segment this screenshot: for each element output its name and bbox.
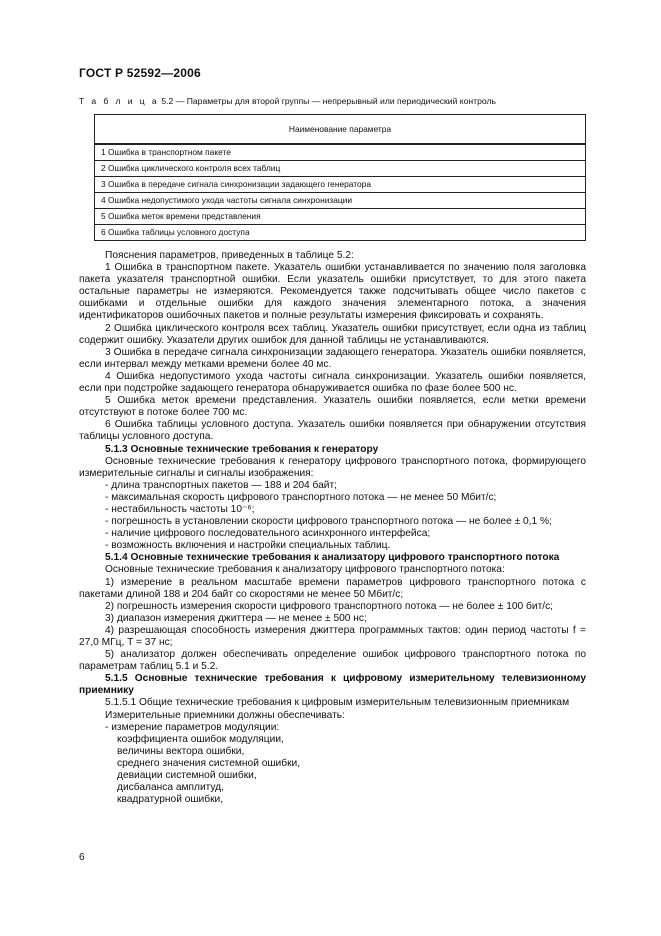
list-item: 4) разрешающая способность измерения джиттера программных тактов: один период частоты f = 27,0 МГц, T = 37 нс;: [79, 624, 586, 648]
paragraph-4: 4 Ошибка недопустимого ухода частоты сигнала синхронизации. Указатель ошибки появляется, если при подстройке задающего генератора обнаруживается ошибка по фазе более 500 нс.: [79, 370, 586, 395]
paragraph-1: пакета указателя транспортной ошибки. Если указатель ошибки присутствует, то для этого пакета остальные параметры не измеряются. Рекомендуется также подсчитывать общее число пакетов с ошибками и отдельные ошибки для каждого значения элементарного потока, а значения идентификаторов ошибочных пакетов и полные результаты измерения фиксировать и сохранять.: [79, 274, 586, 322]
sub-list-item: квадратурной ошибки,: [117, 794, 224, 806]
paragraph-6: 6 Ошибка таблицы условного доступа. Указатель ошибки появляется при обнаружении отсутствия таблицы условного доступа.: [79, 419, 586, 443]
table-row: 2 Ошибка циклического контроля всех таблиц: [95, 161, 586, 177]
list-item: 1) измерение в реальном масштабе времени параметров цифрового транспортного потока с пакетами длиной 188 и 204 байт со скоростями не менее 50 Мбит/с;: [79, 576, 586, 600]
sub-list-item: величины вектора ошибки,: [117, 745, 245, 757]
section-5-1-5-1: 5.1.5.1 Общие технические требования к цифровым измерительным телевизионным приемникам: [105, 697, 570, 709]
parameters-table: [94, 114, 586, 241]
list-item: - погрешность в установлении скорости цифрового транспортного потока — не более ± 0,1 %;: [105, 516, 552, 528]
section-5-1-5-heading: 5.1.5 Основные технические требования к цифровому измерительному телевизионному приемнику: [79, 673, 586, 697]
list-item: - максимальная скорость цифрового транспортного потока — не менее 50 Мбит/с;: [105, 491, 497, 503]
sub-list-item: девиации системной ошибки,: [117, 770, 257, 782]
table-row: 4 Ошибка недопустимого ухода частоты сигнала синхронизации: [95, 193, 586, 209]
list-item: 5) анализатор должен обеспечивать определение ошибок цифрового транспортного потока по параметрам таблиц 5.1 и 5.2.: [79, 649, 586, 673]
list-item: - длина транспортных пакетов — 188 и 204 байт;: [105, 479, 337, 491]
list-item: - измерение параметров модуляции:: [105, 721, 280, 733]
table-row: 3 Ошибка в передаче сигнала синхронизации задающего генератора: [95, 177, 586, 193]
sub-list-item: среднего значения системной ошибки,: [117, 757, 301, 769]
explanation-intro: Пояснения параметров, приведенных в таблице 5.2:: [105, 250, 354, 261]
table-caption-text: 5.2 — Параметры для второй группы — непрерывный или периодический контроль: [161, 96, 496, 106]
section-5-1-3-intro: Основные технические требования к генератору цифрового транспортного потока, формирующего измерительные сигналы и сигналы изображения:: [79, 455, 586, 479]
section-5-1-4-heading: 5.1.4 Основные технические требования к анализатору цифрового транспортного потока: [105, 552, 560, 564]
table-row: 5 Ошибка меток времени представления: [95, 209, 586, 225]
table-caption: [79, 96, 496, 106]
list-item: - возможность включения и настройки специальных таблиц.: [105, 540, 391, 552]
table-column-header: Наименование параметра: [95, 115, 586, 145]
paragraph-3: 3 Ошибка в передаче сигнала синхронизации задающего генератора. Указатель ошибки появляется, если интервал между метками времени более 40 мс.: [79, 346, 586, 370]
list-item: 2) погрешность измерения скорости цифрового транспортного потока — не более ± 100 бит/с;: [105, 600, 554, 612]
table-row: 6 Ошибка таблицы условного доступа: [95, 225, 586, 241]
table-caption-prefix: Т а б л и ц а: [79, 96, 159, 106]
sub-list-item: дисбаланса амплитуд,: [117, 782, 224, 794]
sub-list-item: коэффициента ошибок модуляции,: [117, 733, 284, 745]
section-5-1-5-1-intro: Измерительные приемники должны обеспечивать:: [105, 709, 345, 721]
list-item: - наличие цифрового последовательного асинхронного интерфейса;: [105, 528, 431, 540]
list-item: - нестабильность частоты 10⁻⁶;: [105, 503, 255, 515]
paragraph-5: 5 Ошибка меток времени представления. Указатель ошибки появляется, если метки времени отсутствуют в потоке более 700 мс.: [79, 395, 586, 419]
standard-number: ГОСТ Р 52592—2006: [79, 66, 201, 80]
paragraph-2: 2 Ошибка циклического контроля всех таблиц. Указатель ошибки присутствует, если одна из таблиц содержит ошибку. Указатели других ошибок для данной таблицы не устанавливаются.: [79, 322, 586, 346]
page-number: 6: [79, 852, 85, 863]
paragraph-1-line1: 1 Ошибка в транспортном пакете. Указатель ошибки устанавливается по значению поля заголовка: [105, 262, 586, 274]
section-5-1-3-heading: 5.1.3 Основные технические требования к генератору: [105, 443, 379, 455]
list-item: 3) диапазон измерения джиттера — не менее ± 500 нс;: [105, 612, 367, 624]
section-5-1-4-intro: Основные технические требования к анализатору цифрового транспортного потока:: [105, 564, 505, 576]
body-text: [79, 250, 586, 806]
table-row: 1 Ошибка в транспортном пакете: [95, 144, 586, 161]
